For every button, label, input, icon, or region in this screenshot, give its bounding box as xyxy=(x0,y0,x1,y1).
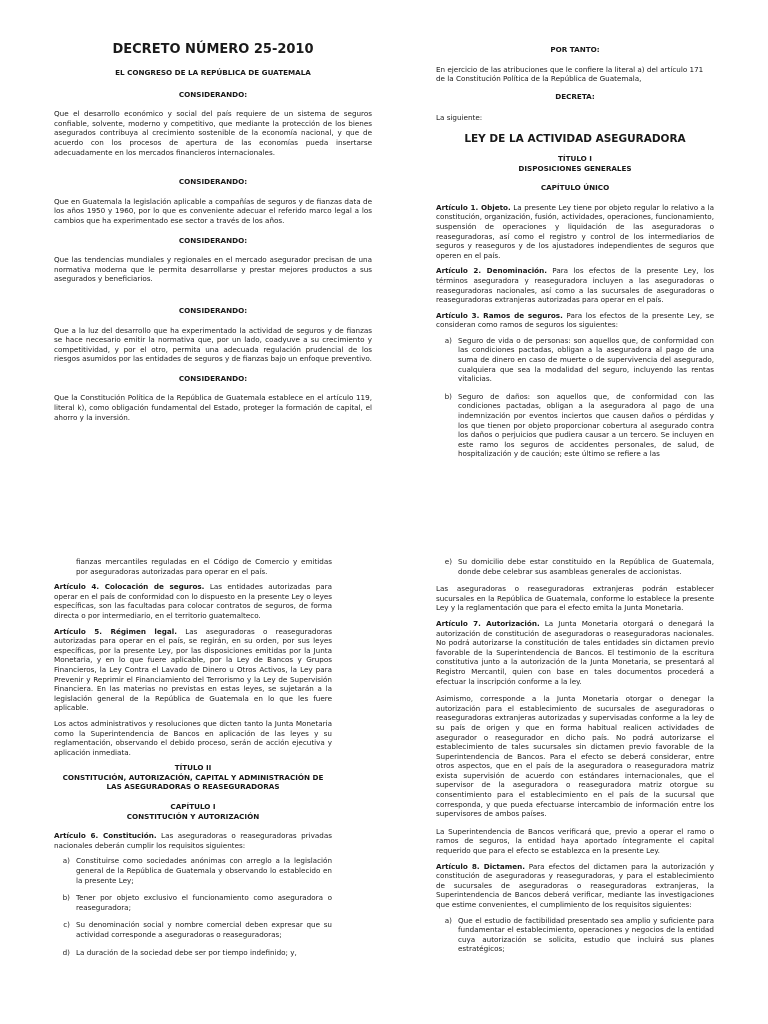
congress-heading: EL CONGRESO DE LA REPÚBLICA DE GUATEMALA xyxy=(115,68,311,77)
considerando-heading: CONSIDERANDO: xyxy=(178,89,248,99)
intro-text: La siguiente: xyxy=(436,113,483,123)
list-text: Tener por objeto exclusivo el funcionamiento como aseguradora o reaseguradora; xyxy=(76,893,332,912)
considerando-text: Que el desarrollo económico y social del país requiere de un sistema de seguros confiable, solvente, moderno y competitivo, que mediante la protección de los bienes asegurados contribuya al crecimiento sostenible de la economía nacional, y que de acuerdo con los procesos de apertura de las economías pueda insertarse adecuadamente en los mercados financieros internacionales. xyxy=(54,109,372,157)
article-title: Artículo 5. Régimen legal. xyxy=(54,626,177,636)
list-item xyxy=(436,916,714,954)
article-7-paragraph: La Superintendencia de Bancos verificará que, previo a operar el ramo o ramos de seguros, la entidad haya aportado íntegramente el capital requerido que para el efecto se establezca en la presente Ley. xyxy=(436,826,714,856)
article-title: Artículo 3. Ramos de seguros. xyxy=(436,310,563,320)
law-title: LEY DE LA ACTIVIDAD ASEGURADORA xyxy=(464,132,686,145)
article-title: Artículo 1. Objeto. xyxy=(436,202,511,212)
list-text: Su denominación social y nombre comercial deben expresar que su actividad corresponde a aseguradoras o reaseguradoras; xyxy=(76,920,332,939)
article-8-list xyxy=(436,916,714,954)
article-title: Artículo 8. Dictamen. xyxy=(436,861,525,871)
titulo-name: DISPOSICIONES GENERALES xyxy=(518,163,632,173)
article-title: Artículo 2. Denominación. xyxy=(436,266,547,276)
titulo-heading: TÍTULO II xyxy=(174,763,212,773)
article-6-list-continued xyxy=(436,557,714,576)
list-text: Constituirse como sociedades anónimas con arreglo a la legislación general de la República de Guatemala y observando lo establecido en la presente Ley; xyxy=(76,856,332,885)
list-marker: e) xyxy=(444,557,452,566)
list-marker: a) xyxy=(62,856,70,866)
considerando-text: Que la Constitución Política de la República de Guatemala establece en el artículo 119, literal k), como obligación fundamental del Estado, proteger la formación de capital, el ahorro y la inversión. xyxy=(54,393,372,422)
considerando-heading: CONSIDERANDO: xyxy=(178,373,248,383)
list-item xyxy=(54,920,332,939)
list-item xyxy=(436,392,714,459)
capitulo-heading: CAPÍTULO I xyxy=(170,802,216,812)
article-title: Artículo 4. Colocación de seguros. xyxy=(54,582,205,592)
article-text: La Junta Monetaria otorgará o denegará la autorización de constitución de aseguradoras o reaseguradoras nacionales. No podrá autorizarse la constitución de tales entidades sin dictamen previo favorable de la Superintendencia de Bancos. El testimonio de la escritura constitutiva junto a la autorización de la Junta Monetaria, se presentará al Registro Mercantil, quien con base en tales documentos procederá a efectuar la inscripción conforme a la ley. xyxy=(436,618,714,686)
article-1 xyxy=(436,203,714,261)
titulo-heading: TÍTULO I xyxy=(558,153,592,163)
list-text: Su domicilio debe estar constituido en la República de Guatemala, donde debe celebrar sus asambleas generales de accionistas. xyxy=(458,557,714,576)
article-3 xyxy=(436,311,714,330)
list-text: Que el estudio de factibilidad presentado sea amplio y suficiente para fundamentar el establecimiento, operaciones y negocios de la entidad cuya autorización se solicita, estudio que incluirá sus planes estratégicos; xyxy=(458,915,714,954)
decree-title: DECRETO NÚMERO 25-2010 xyxy=(112,42,314,57)
list-marker: c) xyxy=(63,920,70,930)
titulo-name: CONSTITUCIÓN, AUTORIZACIÓN, CAPITAL Y ADMINISTRACIÓN DE LAS ASEGURADORAS O REASEGURADORAS xyxy=(62,772,324,792)
article-text: Para los efectos de la presente Ley, se consideran como ramos de seguros los siguientes: xyxy=(436,310,714,330)
article-text: Para los efectos de la presente Ley, los términos aseguradora y reaseguradora incluyen a las aseguradoras o reaseguradoras nacionales, así como a las sucursales de aseguradoras o reaseguradoras extranjeras autorizadas para operar en el país. xyxy=(436,266,714,305)
por-tanto-text: En ejercicio de las atribuciones que le confiere la literal a) del artículo 171 de la Constitución Política de la República de Guatemala, xyxy=(436,64,704,84)
list-item xyxy=(54,948,332,958)
top-left-column xyxy=(54,42,372,428)
article-7-paragraph: Asimismo, corresponde a la Junta Monetaria otorgar o denegar la autorización para el establecimiento de sucursales de aseguradoras o reaseguradoras extranjeras autorizadas y supervisadas conforme a la ley de su país de origen y que en forma habitual realicen actividades de asegurador o reasegurador en dicho país. No podrá autorizarse el establecimiento de tales sucursales sin dictamen previo favorable de la Superintendencia de Bancos. Para el efecto se deberá considerar, entre otros aspectos, que en el país de la aseguradora o reaseguradora matriz exista supervisión de acuerdo con estándares internacionales, que el supervisor de la aseguradora o reaseguradora matriz otorgue su consentimiento para el establecimiento en el país de la sucursal que corresponda, y que pueda efectuarse intercambio de información entre los supervisores de ambos países. xyxy=(436,694,714,819)
considerando-heading: CONSIDERANDO: xyxy=(178,235,248,245)
considerando-heading: CONSIDERANDO: xyxy=(178,177,248,187)
article-title: Artículo 7. Autorización. xyxy=(436,618,540,628)
considerando-heading: CONSIDERANDO: xyxy=(178,305,248,315)
list-text: Seguro de daños: son aquellos que, de conformidad con las condiciones pactadas, obligan a la aseguradora al pago de una indemnización por eventos inciertos que causen daños o pérdidas y los que tienen por objeto proporcionar cobertura al asegurado contra los daños o perjuicios que pudiera causar a un tercero. Se incluyen en este ramo los seguros de accidentes personales, de salud, de hospitalización y de caución; este último se refiere a las xyxy=(458,391,714,459)
list-text: La duración de la sociedad debe ser por tiempo indefinido; y, xyxy=(76,947,297,957)
continuation-text: fianzas mercantiles reguladas en el Código de Comercio y emitidas por aseguradoras autorizadas para operar en el país. xyxy=(76,557,332,576)
por-tanto-heading: POR TANTO: xyxy=(550,45,600,54)
decreta-heading: DECRETA: xyxy=(555,91,595,101)
article-text: Para efectos del dictamen para la autorización y constitución de aseguradoras y reaseguradoras, y para el establecimiento de sucursales de aseguradoras o reaseguradoras extranjeras, la Superintendencia de Bancos deberá verificar, mediante las investigaciones que estime convenientes, el cumplimiento de los requisitos siguientes: xyxy=(436,861,714,909)
top-right-column xyxy=(436,45,714,467)
article-7 xyxy=(436,619,714,686)
considerando-text: Que a la luz del desarrollo que ha experimentado la actividad de seguros y de fianzas se hace necesario emitir la normativa que, por un lado, coadyuve a su crecimiento y competitividad, y por el otro, permita una adecuada regulación prudencial de los riesgos asumidos por las entidades de seguros y de fianzas bajo un enfoque preventivo. xyxy=(54,325,372,364)
list-item xyxy=(436,557,714,576)
list-marker: b) xyxy=(62,893,70,903)
list-marker: b) xyxy=(444,391,452,401)
considerando-text: Que las tendencias mundiales y regionales en el mercado asegurador precisan de una normativa moderna que le permita desarrollarse y prestar mejores productos a sus asegurados y beneficiarios. xyxy=(54,255,372,284)
capitulo-heading: CAPÍTULO ÚNICO xyxy=(540,183,610,193)
foreign-branches-text: Las aseguradoras o reaseguradoras extranjeras podrán establecer sucursales en la República de Guatemala, conforme lo establece la presente Ley y la reglamentación que para el efecto emita la Junta Monetaria. xyxy=(436,584,714,613)
article-4 xyxy=(54,582,332,620)
article-6-list xyxy=(54,856,332,957)
bottom-right-column xyxy=(436,557,714,962)
list-item xyxy=(54,856,332,885)
article-2 xyxy=(436,266,714,304)
capitulo-name: CONSTITUCIÓN Y AUTORIZACIÓN xyxy=(126,811,260,821)
article-text: La presente Ley tiene por objeto regular lo relativo a la constitución, organización, fusión, actividades, operaciones, funcionamiento, suspensión de operaciones y liquidación de las aseguradoras o reaseguradoras, así como el registro y control de los intermediarios de seguros y reaseguros y de los ajustadores independientes de seguros que operen en el país. xyxy=(436,202,714,260)
list-text: Seguro de vida o de personas: son aquellos que, de conformidad con las condiciones pactadas, obligan a la aseguradora al pago de una suma de dinero en caso de muerte o de supervivencia del asegurado, cualquiera que sea la modalidad del seguro, incluyendo las rentas vitalicias. xyxy=(458,335,714,384)
list-item xyxy=(436,336,714,384)
article-text: Las aseguradoras o reaseguradoras autorizadas para operar en el país, se regirán, en su orden, por sus leyes específicas, por la presente Ley, por las disposiciones emitidas por la Junta Monetaria, y en lo que fuere aplicable, por la Ley de Bancos y Grupos Financieros, la Ley Contra el Lavado de Dinero u Otros Activos, la Ley para Prevenir y Reprimir el Financiamiento del Terrorismo y la Ley de Supervisión Financiera. En las materias no previstas en estas leyes, se sujetarán a la legislación general de la República de Guatemala en lo que les fuere aplicable. xyxy=(54,626,332,713)
considerando-text: Que en Guatemala la legislación aplicable a compañías de seguros y de fianzas data de los años 1950 y 1960, por lo que es conveniente adecuar el referido marco legal a los cambios que ha experimentado ese sector a través de los años. xyxy=(54,196,372,225)
list-marker: a) xyxy=(444,915,452,925)
article-3-list xyxy=(436,336,714,459)
article-5-paragraph: Los actos administrativos y resoluciones que dicten tanto la Junta Monetaria como la Superintendencia de Bancos en aplicación de las leyes y su reglamentación, observando el debido proceso, serán de acción ejecutiva y aplicación inmediata. xyxy=(54,718,332,757)
article-title: Artículo 6. Constitución. xyxy=(54,831,157,841)
bottom-left-column xyxy=(54,557,332,965)
list-marker: d) xyxy=(62,947,70,957)
list-marker: a) xyxy=(444,335,452,345)
article-6 xyxy=(54,831,332,850)
article-5 xyxy=(54,627,332,713)
article-text: Las aseguradoras o reaseguradoras privadas nacionales deberán cumplir los requisitos siguientes: xyxy=(54,831,332,850)
article-8 xyxy=(436,862,714,910)
list-item xyxy=(54,893,332,912)
article-text: Las entidades autorizadas para operar en el país de conformidad con lo dispuesto en la presente Ley o leyes específicas, son las facultadas para colocar contratos de seguros, de forma directa o por intermediario, en el territorio guatemalteco. xyxy=(54,582,332,620)
